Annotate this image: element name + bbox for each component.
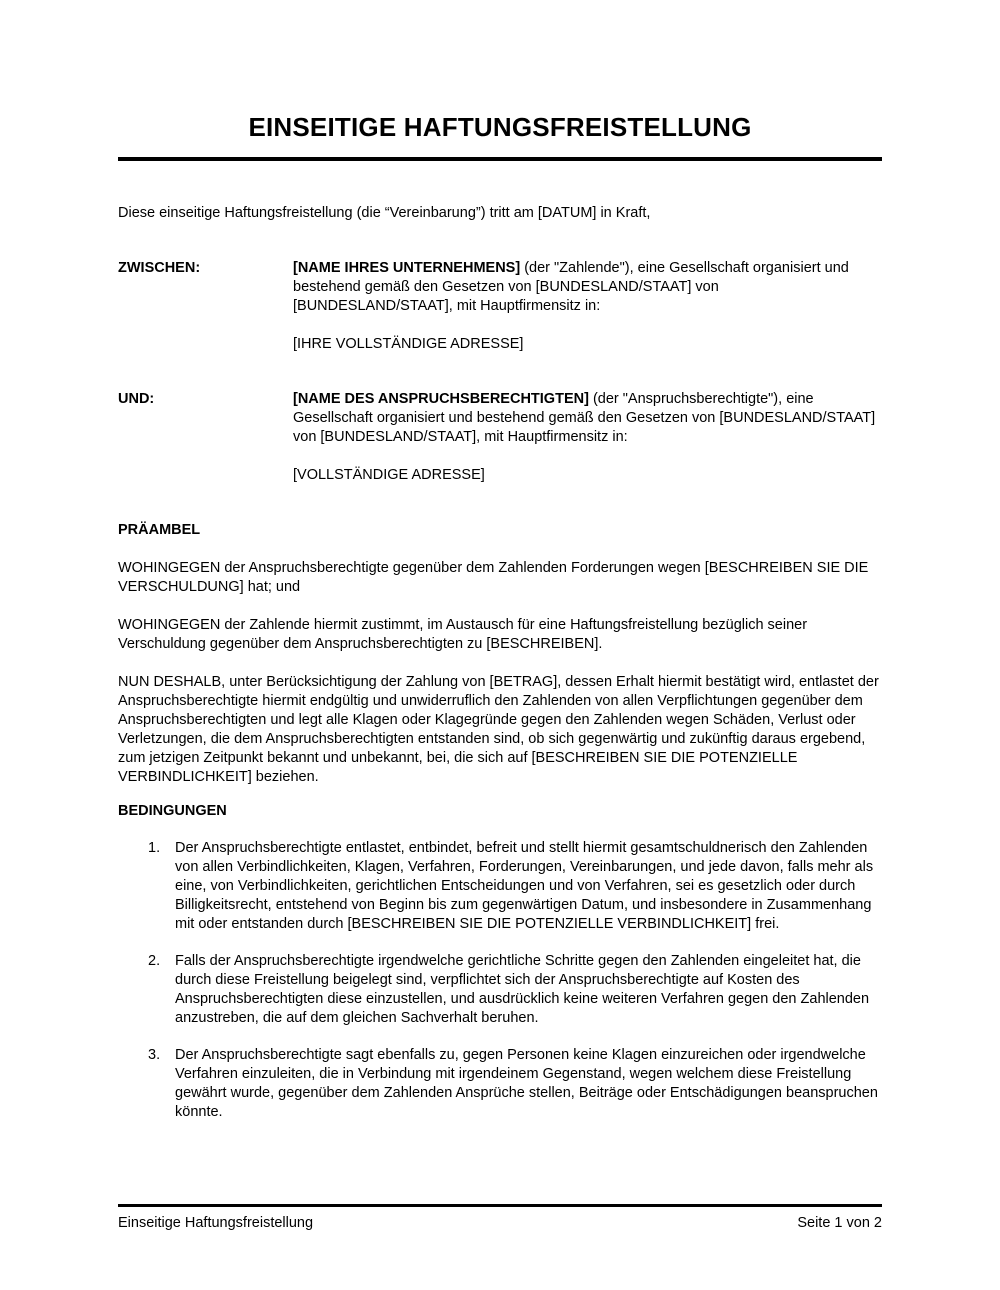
condition-text-1: Der Anspruchsberechtigte entlastet, entbindet, befreit und stellt hiermit gesamtschuldnerisch den Zahlenden von allen Verbindlichkeiten, Klagen, Verfahren, Forderungen, Vereinbarungen, und jede davon, falls mehr als eine, von Verbindlichkeiten, gerichtlichen Entscheidungen und von Verfahren, sei es gesetzlich oder durch Billigkeitsrecht, entstehend von Beginn bis zum gegenwärtigen Datum, und insbesondere in Zusammenhang mit oder entstanden durch [BESCHREIBEN SIE DIE POTENZIELLE VERBINDLICHKEIT] frei. — [175, 840, 874, 932]
condition-item-3 — [118, 1046, 882, 1122]
condition-number-2: 2. — [148, 953, 161, 969]
party-address-placeholder-claimant: [VOLLSTÄNDIGE ADRESSE] — [293, 467, 485, 483]
party-body-claimant — [293, 390, 882, 485]
party-label-zwischen: ZWISCHEN: — [118, 260, 201, 276]
party-body-payer — [293, 259, 882, 354]
conditions-heading: BEDINGUNGEN — [118, 803, 227, 819]
preamble-paragraph-1: WOHINGEGEN der Anspruchsberechtigte gegenüber dem Zahlenden Forderungen wegen [BESCHREIBEN SIE DIE VERSCHULDUNG] hat; und — [118, 560, 869, 595]
party-block-claimant — [118, 390, 882, 485]
page-title: EINSEITIGE HAFTUNGSFREISTELLUNG — [248, 112, 752, 142]
preamble-paragraph-2: WOHINGEGEN der Zahlende hiermit zustimmt, im Austausch für eine Haftungsfreistellung bezüglich seiner Verschuldung gegenüber dem Anspruchsberechtigten zu [BESCHREIBEN]. — [118, 617, 808, 652]
party-description-payer — [293, 259, 882, 316]
party-label-und: UND: — [118, 391, 155, 407]
title-divider — [118, 157, 882, 161]
condition-number-1: 1. — [148, 840, 161, 856]
footer-document-name: Einseitige Haftungsfreistellung — [118, 1215, 314, 1231]
footer-page-number: Seite 1 von 2 — [797, 1215, 882, 1231]
party-name-placeholder-claimant: [NAME DES ANSPRUCHSBERECHTIGTEN] — [293, 391, 589, 407]
party-description-text-claimant: (der "Anspruchsberechtigte"), eine Gesellschaft organisiert und bestehend gemäß den Gesetzen von [BUNDESLAND/STAAT] von [BUNDESLAND/STAAT], mit Hauptfirmensitz in: — [293, 391, 876, 445]
condition-item-1 — [118, 839, 882, 934]
condition-text-2: Falls der Anspruchsberechtigte irgendwelche gerichtliche Schritte gegen den Zahlenden eingeleitet hat, die durch diese Freistellung beigelegt sind, verpflichtet sich der Anspruchsberechtigte auf Kosten des Anspruchsberechtigten diese einzustellen, und ausdrücklich keine weiteren Verfahren gegen den Zahlenden anzustreben, die auf dem gleichen Sachverhalt beruhen. — [175, 953, 870, 1026]
preamble-heading: PRÄAMBEL — [118, 522, 201, 538]
page-footer — [118, 1204, 882, 1233]
party-name-placeholder-payer: [NAME IHRES UNTERNEHMENS] — [293, 260, 521, 276]
condition-number-3: 3. — [148, 1047, 161, 1063]
condition-item-2 — [118, 952, 882, 1028]
preamble-paragraph-3: NUN DESHALB, unter Berücksichtigung der Zahlung von [BETRAG], dessen Erhalt hiermit bestätigt wird, entlastet der Anspruchsberechtigte hiermit endgültig und unwiderruflich den Zahlenden von allen Verpflichtungen gegenüber dem Anspruchsberechtigten und legt alle Klagen oder Klagegründe gegen den Zahlenden wegen Schäden, Verlust oder Verletzungen, die dem Anspruchsberechtigten entstanden sind, ob sich gegenwärtig und zukünftig daraus ergebend, zum jetzigen Zeitpunkt bekannt und unbekannt, bei, die sich auf [BESCHREIBEN SIE DIE POTENZIELLE VERBINDLICHKEIT] beziehen. — [118, 674, 879, 785]
party-address-placeholder-payer: [IHRE VOLLSTÄNDIGE ADRESSE] — [293, 336, 524, 352]
intro-paragraph: Diese einseitige Haftungsfreistellung (die “Vereinbarung”) tritt am [DATUM] in Kraft, — [118, 205, 651, 221]
condition-text-3: Der Anspruchsberechtigte sagt ebenfalls zu, gegen Personen keine Klagen einzureichen oder irgendwelche Verfahren einzuleiten, die in Verbindung mit irgendeinem Gegenstand, wegen welchem diese Freistellung gewährt wurde, gegenüber dem Zahlenden Ansprüche stellen, Beiträge oder Entschädigungen beanspruchen könnte. — [175, 1047, 878, 1120]
party-block-payer — [118, 259, 882, 354]
party-description-text-payer: (der "Zahlende"), eine Gesellschaft organisiert und bestehend gemäß den Gesetzen von [BUNDESLAND/STAAT] von [BUNDESLAND/STAAT], mit Hauptfirmensitz in: — [293, 260, 849, 314]
party-description-claimant — [293, 390, 882, 447]
